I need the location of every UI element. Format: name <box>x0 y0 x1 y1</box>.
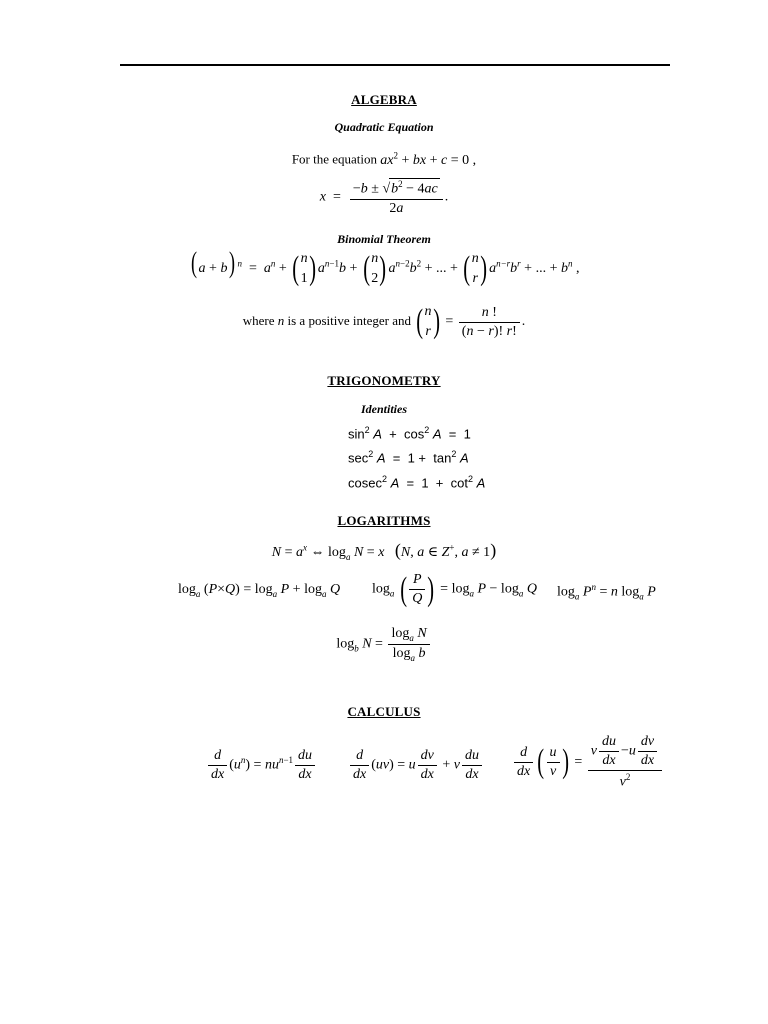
calculus-heading: CALCULUS <box>347 704 421 719</box>
log-definition: $N = a^x$ ⇔ $\log_a N = x$ (N, a ∈ Z+, a ≠ 1) <box>271 540 497 562</box>
log-product-rule: $\log_a (P\times Q) = \log_a P + \log_a Q$ <box>178 582 341 599</box>
binomial-where-rest-text: is a positive integer and <box>287 313 411 329</box>
quadratic-equation-title: Quadratic Equation <box>334 120 434 134</box>
quadratic-equation-statement <box>0 150 768 169</box>
top-rule <box>120 64 670 66</box>
identities-title: Identities <box>360 402 407 416</box>
binomial-theorem-title: Binomial Theorem <box>337 232 431 246</box>
quadratic-formula: x = $\frac{-b \pm √b^2 - 4ac}{2a}$ . <box>319 179 449 216</box>
log-quotient-rule: $\log_a$ ( $\frac{P}{Q}$ ) = $\log_a P - \log_a Q$ <box>372 570 537 608</box>
log-power-rule: $\log_a P^n = n$ $\log_a P$ <box>557 582 656 602</box>
identity-cosec-cot: cosec$^2$ $A = 1 + \cot^2 A$ <box>348 473 486 490</box>
quadratic-equation-formula: $ax^2$ + bx + c = 0 , <box>380 150 477 168</box>
identity-sin-cos: $\sin^2 A + \cos^2 A = 1$ <box>348 425 471 442</box>
quadratic-intro-text: For the equation <box>291 151 378 167</box>
binomial-theorem-formula: ( a + b) $^n = a^n$ + ( n 1 ) $a^{n-1}b$ + ( n 2 ) $a^{n-2}b^2$ + ... + ( n r ) $a^{n-r}b^r$ + ... + $b^n$ , <box>190 246 580 287</box>
trig-identities <box>348 420 485 493</box>
derivative-quotient-rule: $\frac{d}{dx}$ ( $\frac{u}{v}$ ) = v $\frac{du}{dx}$ −u $\frac{dv}{dx}$ $v^2$ <box>512 734 664 791</box>
derivative-power-rule: $\frac{d}{dx}$ $(u^n) = nu^{n-1}$ $\frac{du}{dx}$ <box>206 748 317 783</box>
logarithms-heading: LOGARITHMS <box>337 513 431 528</box>
identity-sec-tan: $\sec^2 A = 1 + \tan^2 A$ <box>348 449 469 466</box>
derivative-product-rule: $\frac{d}{dx}$ (uv) = u $\frac{dv}{dx}$ + v $\frac{du}{dx}$ <box>348 748 484 783</box>
algebra-heading: ALGEBRA <box>351 92 417 107</box>
trigonometry-heading: TRIGONOMETRY <box>327 373 441 388</box>
log-change-of-base: $\log_b N$ = $\frac{\log_a N}{\log_a b}$ <box>0 626 768 663</box>
binomial-coefficient-definition: where n is a positive integer and ( n r ) = $\frac{n !}{(n - r)! r!}$ . <box>242 303 526 340</box>
binomial-where-text: where <box>242 313 275 329</box>
